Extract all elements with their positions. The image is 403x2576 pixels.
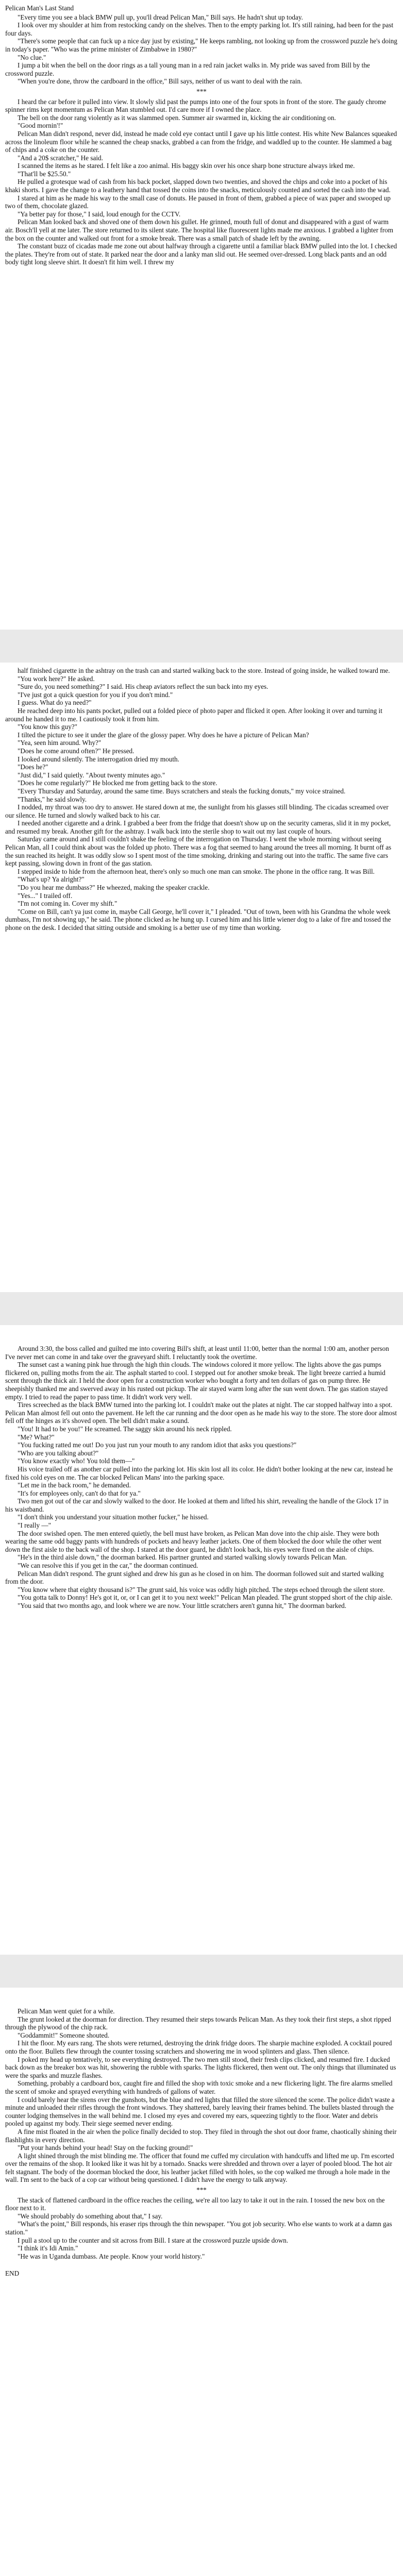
page-gap xyxy=(0,1955,403,1988)
paragraph: I guess. What do ya need?" xyxy=(18,699,92,707)
paragraph: "What's up? Ya alright?" xyxy=(18,875,85,884)
paragraph: "I think it's Idi Amin." xyxy=(18,2244,78,2252)
paragraph: I jump a bit when the bell on the door rings as a tall young man in a red rain jacket walks in. My pride was saved from Bill by the crossword puzzle. xyxy=(5,61,370,77)
paragraph: "Put your hands behind your head! Stay on the fucking ground!" xyxy=(18,2144,193,2152)
paragraph: I needed another cigarette and a drink. I grabbed a beer from the fridge that doesn't show up on the security cameras, slid it in my pocket, and resumed my break. Another gift for the ashtray. I walk back into the sterile shop to wait out my last couple of hours. xyxy=(5,819,391,835)
paragraph: "Every Thursday and Saturday, around the same time. Buys scratchers and steals the fucking donuts," my voice strained. xyxy=(18,787,346,795)
end-marker: END xyxy=(5,2269,20,2278)
paragraph: He pulled a grotesque wad of cash from his back pocket, slapped down two twenties, and shoved the chips and coke into a pocket of his khaki shorts. I gave the change to a leathery hand that tossed the coins into the snacks, meticulously counted and sorted the cash into the wad. xyxy=(5,178,391,194)
paragraph: "I really —" xyxy=(18,1521,51,1530)
page-1-body xyxy=(5,13,398,266)
page-3-body xyxy=(5,1329,398,1610)
paragraph: "What's the point," Bill responds, his eraser rips through the thin newspaper. "You got job security. Who else wants to work at a damn gas station." xyxy=(5,2220,392,2236)
paragraph: "Just did," I said quietly. "About twenty minutes ago." xyxy=(18,771,165,779)
paragraph: A fine mist floated in the air when the police finally decided to stop. They filed in through the shot out door frame, chaotically shining their flashlights in every direction. xyxy=(5,2127,397,2144)
paragraph: A light shined through the mist blinding me. The officer that found me cuffed my circulation with handcuffs and lifted me up. I'm escorted over the remains of the shop. It looked like it was hit by a tornado. Snacks were shredded and thrown over a layer of pooled blood. The hot air felt stagnant. The body of the doorman blocked the door, his leather jacket filled with holes, so the cop walked me through a hole made in the wall. I'm sent to the back of a cop car without being questioned. I didn't have the energy to talk anyway. xyxy=(5,2151,394,2184)
paragraph: "You know where that eighty thousand is?" The grunt said, his voice was oddly high pitched. The steps echoed through the silent store. xyxy=(18,1585,385,1594)
paragraph: I scanned the items as he stared. I felt like a zoo animal. His baggy skin over his once sharp bone structure always irked me. xyxy=(18,162,355,170)
paragraph: The sunset cast a waning pink hue through the high thin clouds. The windows colored it more yellow. The lights above the gas pumps flickered on, pulling moths from the air. The asphalt started to cool. I stepped out for another smoke break. The light breeze carried a humid scent through the thick air. I held the door open for a construction worker who bought a forty and ten dollars of gas on pump three. He sheepishly thanked me and swerved away in his rusted out pickup. The air stayed warm long after the sun went down. The gas station stayed empty. I tried to read the paper to pass time. It didn't work very well. xyxy=(5,1361,388,1401)
paragraph: "And a 20$ scratcher," He said. xyxy=(18,154,103,162)
paragraph: "No clue." xyxy=(18,53,46,61)
paragraph: "He's in the third aisle down," the doorman barked. His partner grunted and started walking slowly towards Pelican Man. xyxy=(18,1553,347,1562)
paragraph: I tilted the picture to see it under the glare of the glossy paper. Why does he have a picture of Pelican Man? xyxy=(18,731,309,739)
story-page-1 xyxy=(0,0,403,630)
paragraph: "Thanks," he said slowly. xyxy=(18,795,87,803)
paragraph: He reached deep into his pants pocket, pulled out a folded piece of photo paper and flicked it open. After looking it over and turning it around he handed it to me. I cautiously took it from him. xyxy=(5,706,382,723)
paragraph: "It's for employees only, can't do that for ya." xyxy=(18,1489,141,1497)
paragraph: "Me? What?" xyxy=(18,1433,55,1441)
paragraph: I heard the car before it pulled into view. It slowly slid past the pumps into one of the four spots in front of the store. The gaudy chrome spinner rims kept momentum as Pelican Man stumbled out. I'd care more if I owned the place. xyxy=(5,97,387,114)
paragraph: "You said that two months ago, and look where we are now. Your little scratchers aren't gunna hit," The doorman barked. xyxy=(18,1602,347,1609)
paragraph: "Sure do, you need something?" I said. His cheap aviators reflect the sun back into my eyes. xyxy=(18,683,268,691)
paragraph: "Does he come around often?" He pressed. xyxy=(18,747,135,755)
paragraph: Two men got out of the car and slowly walked to the door. He looked at them and lifted his shirt, revealing the handle of the Glock 17 in his waistband. xyxy=(5,1497,389,1513)
paragraph: I pull a stool up to the counter and sit across from Bill. I stare at the crossword puzzle upside down. xyxy=(18,2236,289,2244)
paragraph: I hit the floor. My ears rang. The shots were returned, destroying the drink fridge doors. The sharpie machine exploded. A cocktail poured onto the floor. Bullets flew through the counter tossing scratchers and showering me in wood splinters and glass. Then silence. xyxy=(5,2039,392,2055)
paragraph: I nodded, my throat was too dry to answer. He stared down at me, the sunlight from his glasses still blinding. The cicadas screamed over our silence. He turned and slowly walked back to his car. xyxy=(5,803,389,819)
paragraph: The bell on the door rang violently as it was slammed open. Summer air swarmed in, kicking the air conditioning on. xyxy=(18,113,336,122)
paragraph: Around 3:30, the boss called and guilted me into covering Bill's shift, at least until 11:00, better than the normal 1:00 am, another person I've never met can come in and take over the graveyard shift. I reluctantly took the overtime. xyxy=(5,1345,389,1361)
paragraph: "You fucking ratted me out! Do you just run your mouth to any random idiot that asks you questions?" xyxy=(18,1441,297,1449)
paragraph: "Good mornin'!" xyxy=(18,122,63,130)
paragraph: I could barely hear the sirens over the gunshots, but the blue and red lights that filled the store silenced the scene. The police didn't waste a minute and unloaded their rifles through the front windows. They shattered, barely leaving their frames behind. The bullets blasted through the counter lodging themselves in the wall behind me. I closed my eyes and covered my ears, squeezing tightly to the floor. Water and debris pooled up against my body. Their siege seemed never ending. xyxy=(5,2095,395,2128)
paragraph: "I've just got a quick question for you if you don't mind." xyxy=(18,690,173,699)
paragraph: "You work here?" He asked. xyxy=(18,674,95,683)
paragraph: "Does he?" xyxy=(18,763,48,771)
paragraph: "I don't think you understand your situation mother fucker," he hissed. xyxy=(18,1513,209,1521)
paragraph: "Yes..." I trailed off. xyxy=(18,891,73,900)
section-separator: *** xyxy=(196,2186,207,2194)
page-4-body xyxy=(5,1992,398,2278)
paragraph: "You know this guy?" xyxy=(18,723,78,731)
story-page-3 xyxy=(0,1325,403,1955)
paragraph: "We can resolve this if you get in the car," the doorman continued. xyxy=(18,1562,198,1570)
paragraph: I look over my shoulder at him from restocking candy on the shelves. Then to the empty parking lot. It's still raining, had been for the past four days. xyxy=(5,21,394,37)
story-title: Pelican Man's Last Stand xyxy=(5,4,74,12)
paragraph: His voice trailed off as another car pulled into the parking lot. His skin lost all its color. He didn't bother looking at the new car, instead he fixed his cold eyes on me. The car blocked Pelican Mans' into the parking space. xyxy=(5,1465,393,1481)
paragraph: "That'll be $25.50." xyxy=(18,170,71,178)
story-page-2 xyxy=(0,663,403,1292)
paragraph: I stepped inside to hide from the afternoon heat, there's only so much one man can smoke. The phone in the office rang. It was Bill. xyxy=(18,867,375,875)
paragraph: Something, probably a cardboard box, caught fire and filled the shop with toxic smoke and a new flickering light. The fire alarms smelled the scent of smoke and sprayed everything with hundreds of gallons of water. xyxy=(5,2079,393,2095)
paragraph: I stared at him as he made his way to the small case of donuts. He paused in front of them, grabbed a piece of wax paper and swooped up two of them, chocolate glazed. xyxy=(5,194,391,210)
paragraph: "I'm not coming in. Cover my shift." xyxy=(18,900,117,908)
page-gap xyxy=(0,630,403,663)
paragraph: "He was in Uganda dumbass. Ate people. Know your world history." xyxy=(18,2252,205,2260)
paragraph: "When you're done, throw the cardboard in the office," Bill says, neither of us want to deal with the rain. xyxy=(18,77,303,86)
paragraph: "Ya better pay for those," I said, loud enough for the CCTV. xyxy=(18,210,181,218)
paragraph: "Who are you talking about?" xyxy=(18,1449,99,1457)
story-page-4 xyxy=(0,1988,403,2576)
paragraph: "There's some people that can fuck up a nice day just by existing," He keeps rambling, not looking up from the crossword puzzle he's doing in today's paper. "Who was the prime minister of Zimbabwe in 1980?" xyxy=(5,37,397,53)
paragraph: Pelican Man didn't respond. The grunt sighed and drew his gun as he closed in on him. The doorman followed suit and started walking from the door. xyxy=(5,1569,384,1586)
paragraph: I looked around silently. The interrogation dried my mouth. xyxy=(18,755,179,763)
paragraph: Pelican Man didn't respond, never did, instead he made cold eye contact until I gave up his little contest. His white New Balances squeaked across the linoleum floor while he scanned the cheap snacks, grabbed a can from the fridge, and waddled up to the counter. He slammed a bag of chips and a coke on the counter. xyxy=(5,129,397,154)
paragraph: "You! It had to be you!" He screamed. The saggy skin around his neck rippled. xyxy=(18,1425,232,1433)
paragraph: Tires screeched as the black BMW turned into the parking lot. I couldn't make out the plates at night. The car stopped halfway into a spot. Pelican Man almost fell out onto the pavement. He left the car running and the door open as he made his way to the store. The store door almost fell off the hinges as it's shoved open. The bell didn't make a sound. xyxy=(5,1401,397,1425)
paragraph: Saturday came around and I still couldn't shake the feeling of the interrogation on Thursday. I went the whole morning without seeing Pelican Man, all I could think about was the folded up photo. There was a fog that seemed to hang around the trees all morning. It burnt off as the sun reached its height. It was oddly slow so I spent most of the time smoking, drinking and staring out into the traffic. The same five cars kept passing, slowing down in front of the gas station. xyxy=(5,835,392,868)
paragraph: "Yea, seen him around. Why?" xyxy=(18,739,102,747)
page-2-body xyxy=(5,667,398,932)
paragraph: "Come on Bill, can't ya just come in, maybe Call George, he'll cover it," I pleaded. "Out of town, been with his Grandma the whole week dumbass, I'm not showing up," he said. The phone clicked as he hung up. I cursed him and his little wiener dog to a lake of fire and tossed the phone on the desk. I decided that sitting outside and smoking is a better use of my time than working. xyxy=(5,907,391,931)
paragraph: "We should probably do something about that," I say. xyxy=(18,2212,163,2220)
paragraph: I poked my head up tentatively, to see everything destroyed. The two men still stood, their fresh clips clicked, and resumed fire. I ducked back down as the breaker box was hit, showering the rubble with sparks. The lights flickered, then went out. The only things that illuminated us were the sparks and muzzle flashes. xyxy=(5,2055,396,2079)
paragraph: "Every time you see a black BMW pull up, you'll dread Pelican Man," Bill says. He hadn't shut up today. xyxy=(18,13,303,21)
paragraph: The grunt looked at the doorman for direction. They resumed their steps towards Pelican Man. As they took their first steps, a shot ripped through the plywood of the chip rack. xyxy=(5,2015,391,2031)
paragraph: "Let me in the back room," he demanded. xyxy=(18,1481,131,1489)
paragraph: "You know exactly who! You told them—" xyxy=(18,1457,135,1465)
paragraph: Pelican Man went quiet for a while. xyxy=(18,2007,115,2015)
paragraph: "Does he come regularly?" He blocked me from getting back to the store. xyxy=(18,779,217,787)
paragraph: "Goddammit!" Someone shouted. xyxy=(18,2031,110,2039)
paragraph: "Do you hear me dumbass?" He wheezed, making the speaker crackle. xyxy=(18,884,210,892)
paragraph: The stack of flattened cardboard in the office reaches the ceiling, we're all too lazy to take it out in the rain. I tossed the new box on the floor next to it. xyxy=(5,2196,385,2212)
paragraph: "You gotta talk to Donny! He's got it, or, or I can get it to you next week!" Pelican Man pleaded. The grunt stopped short of the chip aisle. xyxy=(18,1594,393,1602)
paragraph: half finished cigarette in the ashtray on the trash can and started walking back to the store. Instead of going inside, he walked toward me. xyxy=(18,667,390,674)
page-gap xyxy=(0,1292,403,1325)
paragraph: Pelican Man looked back and shoved one of them down his gullet. He grinned, mouth full of donut and disappeared with a gust of warm air. Bosch'll yell at me later. The store returned to its silent state. The hospital like fluorescent lights made me anxious. I grabbed a lighter from the box on the counter and walked out front for a smoke break. There was a small patch of shade left by the awning. xyxy=(5,218,394,242)
section-separator: *** xyxy=(196,87,207,95)
paragraph: The constant buzz of cicadas made me zone out about halfway through a cigarette until a familiar black BMW pulled into the lot. I checked the plates. They're from out of state. It parked near the door and a lanky man slid out. He seemed over-dressed. Long black pants and an odd body tight long sleeve shirt. It doesn't fit him well. I threw my xyxy=(5,242,397,266)
paragraph: The door swished open. The men entered quietly, the bell must have broken, as Pelican Man dove into the chip aisle. They were both wearing the same odd baggy pants with hundreds of pockets and heavy leather jackets. One of them blocked the door while the other went down the first aisle to the back wall of the shop. I stared at the door guard, he didn't look back, his eyes were fixed on the aisle of chips. xyxy=(5,1529,382,1553)
